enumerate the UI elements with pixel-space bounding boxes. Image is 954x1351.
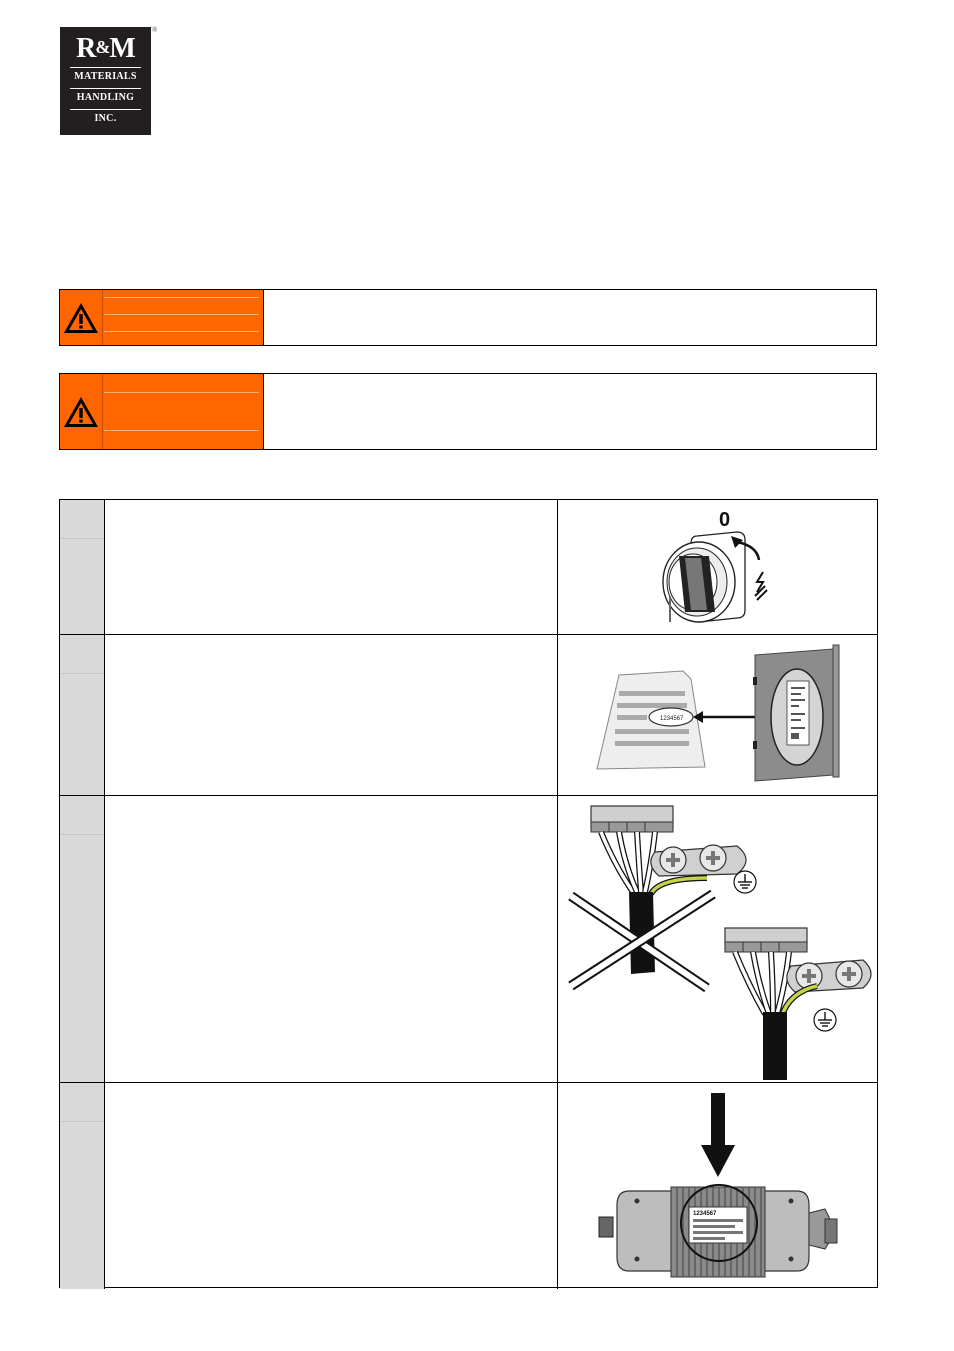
warning-triangle-icon [62, 301, 100, 335]
step-number-divider [60, 1121, 104, 1122]
motor-nameplate-illustration [559, 1083, 877, 1289]
warning-rule [104, 297, 259, 298]
warning-icon-cell [60, 374, 103, 449]
logo-divider [70, 67, 141, 68]
step-number-cell [60, 796, 105, 1082]
step-number-divider [60, 673, 104, 674]
warning-triangle-icon [62, 395, 100, 429]
warning-rule [104, 430, 259, 431]
registered-mark: ® [152, 26, 158, 34]
warning-text [264, 290, 876, 345]
step-text [105, 635, 558, 795]
main-switch-illustration [559, 500, 877, 634]
step-number-divider [60, 538, 104, 539]
warning-label-cell [60, 290, 264, 345]
step-row-1 [60, 500, 877, 635]
step-row-4 [60, 1083, 877, 1289]
step-row-3 [60, 796, 877, 1083]
logo-line-inc: INC. [94, 113, 117, 124]
warning-icon-cell [60, 290, 103, 345]
warning-box-2 [59, 373, 877, 450]
warning-box-1 [59, 289, 877, 346]
step-number-cell [60, 1083, 105, 1289]
step-number-divider [60, 834, 104, 835]
company-logo [60, 27, 151, 135]
serial-number-illustration [559, 635, 877, 795]
switch-off-label: 0 [719, 509, 731, 531]
step-text [105, 796, 558, 1082]
warning-rule [104, 314, 259, 315]
logo-brand: R&M [76, 33, 135, 64]
cable-ground-illustration [559, 796, 877, 1082]
warning-rule [104, 331, 259, 332]
logo-line-handling: HANDLING [76, 92, 135, 103]
step-row-2 [60, 635, 877, 796]
document-serial-number: 1234567 [660, 716, 684, 722]
logo-divider [70, 109, 141, 110]
motor-serial-number: 1234567 [693, 1211, 717, 1217]
logo-divider [70, 88, 141, 89]
warning-label-cell [60, 374, 264, 449]
step-text [105, 1083, 558, 1289]
logo-line-materials: MATERIALS [74, 71, 137, 82]
step-number-cell [60, 635, 105, 795]
warning-text [264, 374, 876, 449]
steps-table [59, 499, 878, 1288]
step-number-cell [60, 500, 105, 634]
warning-rule [104, 392, 259, 393]
step-text [105, 500, 558, 634]
